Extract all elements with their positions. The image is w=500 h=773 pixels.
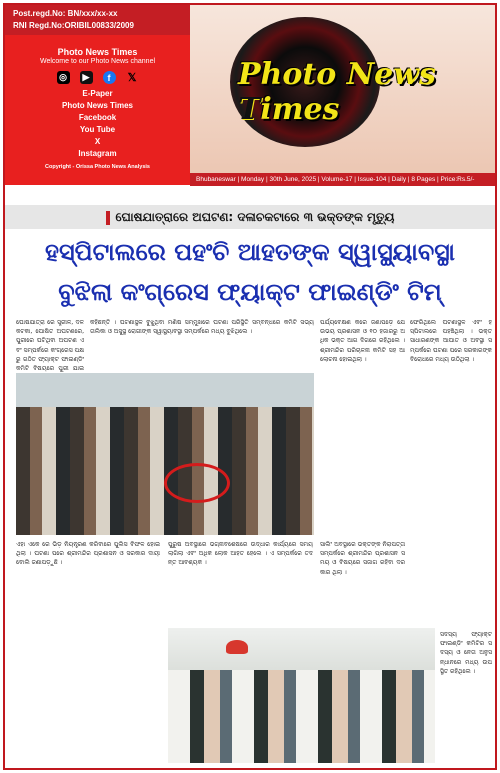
headline-line-2: ବୁଝିଲା କଂଗ୍ରେସ ଫ୍ୟାକ୍ଟ ଫାଇଣ୍ଡିଂ ଟିମ୍: [58, 278, 442, 306]
channel-panel: [5, 35, 190, 185]
highlight-circle: [164, 463, 230, 503]
masthead-logo: [190, 5, 495, 173]
main-headline: [5, 232, 495, 312]
photo-roof: [16, 373, 314, 407]
kicker-headline: [5, 205, 495, 229]
registration-box: [5, 5, 190, 35]
body-column-3: ପର୍ଯ୍ୟବେକ୍ଷଣ କରେ ଜଣାପଡ଼େ ଯେ ଉଭୟ ପ୍ରଶାସନ ଓ ୧୦ ହଜାରରୁ ଅଧିକ ଭକ୍ତ ଆଗ ଦିଗରେ ରହିଥିଲେ । ଶ୍ରୀମନ୍ଦିର ପରିଚାଳନା କମିଟି ସହ ଆଲୋଚନା ହୋଇଥିଲା ।: [320, 319, 405, 363]
kicker-text: ଘୋଷଯାତ୍ରାରେ ଅଘଟଣ: ଦଳାଚକଟାରେ ୩ ଭକ୍ତଙ୍କ ମୃତ୍ୟୁ: [115, 210, 395, 224]
fact-finding-team-photo: [168, 628, 435, 763]
rni-reg-number: RNI Regd.No:ORIBIL00833/2009: [13, 21, 134, 30]
link-epaper[interactable]: E-Paper: [82, 89, 113, 98]
body-column-4b: ସଦସ୍ୟ ଫ୍ୟାକ୍ଟ ଫାଇଣ୍ଡିଂ କମିଟିର ସଦସ୍ୟ ଓ ନେତା ଅନୁସନ୍ଧାନରେ ମଧ୍ୟ ଉପସ୍ଥିତ ରହିଥିଲେ ।: [440, 631, 492, 675]
channel-links: [5, 88, 190, 160]
body-column-3b: ସାଲିଂ ଅବସ୍ଥାରେ ଭକ୍ତଙ୍କ ନିରାପତ୍ତା ସମ୍ପର୍କରେ ଶ୍ରୀମନ୍ଦିର ପ୍ରଶାସନ ସମୟ ଓ ବିଷୟରେ ସଜାଗ ରହିବା ଦରକାର ଥିଲା ।: [320, 541, 405, 576]
photo-turban: [226, 640, 248, 654]
body-column-1b: ଏହା ଏକେ ରେ ଭିଡ଼ ନିୟନ୍ତ୍ରଣ କରିବାରେ ପୁଲିସ ବିଫଳ ହୋଇଥିଲା । ଘଟଣା ପରେ ଶ୍ରୀମନ୍ଦିର ପ୍ରଶାସନ ଓ ସରକାର ଦାୟୀ ବୋଲି ଜଣାପଡ଼ୁଛି ।: [16, 541, 160, 567]
social-icons: [5, 71, 190, 84]
hospital-crowd-photo: [16, 373, 314, 535]
copyright-line: Copyright - Orissa Photo News Analysis: [45, 164, 150, 170]
body-column-2: କହିଛନ୍ତି । ଘଟଣାସ୍ଥଳ ବୁଝୁଥିବା ମଣିଷ ସମ୍ମୁଖରେ ଘଟଣା ପରିସ୍ଥିତି ସମ୍ବନ୍ଧରେ କମିଟି ସଭ୍ୟ ତାଲିକା ଓ ଅସୁସ୍ଥ ରୋଗୀଙ୍କ ସ୍ୱାସ୍ଥ୍ୟାବସ୍ଥା ସମ୍ପର୍କରେ ମଧ୍ୟ ବୁଝିଥିଲେ ।: [90, 319, 314, 336]
link-instagram[interactable]: Instagram: [78, 149, 117, 158]
link-photo-news-times[interactable]: Photo News Times: [62, 101, 133, 110]
photo-people: [168, 670, 435, 763]
channel-title: Photo News Times: [57, 47, 138, 57]
instagram-icon[interactable]: ◎: [57, 71, 70, 84]
link-facebook[interactable]: Facebook: [78, 113, 117, 122]
facebook-icon[interactable]: f: [103, 71, 116, 84]
kicker-accent: [106, 211, 110, 225]
link-youtube[interactable]: You Tube: [79, 125, 116, 134]
body-column-2b: ପୁରୁଷ ଅବସ୍ଥାରେ ଭଗ୍ନାବଶେଷରେ ଉଦ୍ଧାର କାର୍ଯ୍ୟରେ ସମୟ ଲାଗିଲା ଏବଂ ଅଧିକ ଲୋକ ଆହତ ହେଲେ । ଏ ସମ୍ପର୍କରେ ତଦନ୍ତ ଆବଶ୍ୟକ ।: [168, 541, 313, 567]
youtube-icon[interactable]: ▶: [80, 71, 93, 84]
x-icon[interactable]: 𝕏: [127, 72, 137, 84]
link-x[interactable]: X: [94, 137, 101, 146]
body-column-1: ଘୋଷଯାତ୍ରା ରେ ସ୍ତ୍ରୀଳ, ଦଳକଟକା, ଘୋଷିତ ଅଘଟଣରେ, ପୁରୀରେ ଘଟିଥିବା ଅଘଟଣ ଏବଂ ସମ୍ପର୍କରେ କଂଗ୍ରେସ ପକ୍ଷରୁ ଗଠିତ ଫ୍ୟାକ୍ଟ ଫାଇଣ୍ଡିଂ କମିଟି ବିଷୟରେ ପୁରୀ ଯାଇ: [16, 319, 84, 373]
headline-line-1: ହସ୍ପିଟାଲରେ ପହଂଚି ଆହତଙ୍କ ସ୍ୱାସ୍ଥ୍ୟାବସ୍ଥା: [45, 238, 455, 266]
channel-welcome: Welcome to our Photo News channel: [39, 58, 156, 65]
photo-crowd: [16, 407, 314, 535]
postal-reg-number: Post.regd.No: BN/xxx/xx-xx: [13, 9, 118, 18]
body-column-4: ଫେରିଥିଲେ ଘଟଣାସ୍ଥଳ ଏବଂ ହସ୍ପିଟାଲରେ ପହଞ୍ଚିଥିଲା । ଭକ୍ତ ସାଧାରଣଙ୍କ ଆଘାତ ଓ ଅବସ୍ଥା ସମ୍ପର୍କରେ ଘଟଣା ପରେ ସରକାରଙ୍କ ବିରୋଧରେ ମଧ୍ୟ ଉଠିଥିଲା ।: [410, 319, 492, 363]
dateline-bar: Bhubaneswar | Monday | 30th June, 2025 | Volume-17 | Issue-104 | Daily | 8 Pages | Price:Rs.5/-: [190, 173, 495, 186]
logo-wordmark: Photo News Times: [238, 57, 436, 127]
